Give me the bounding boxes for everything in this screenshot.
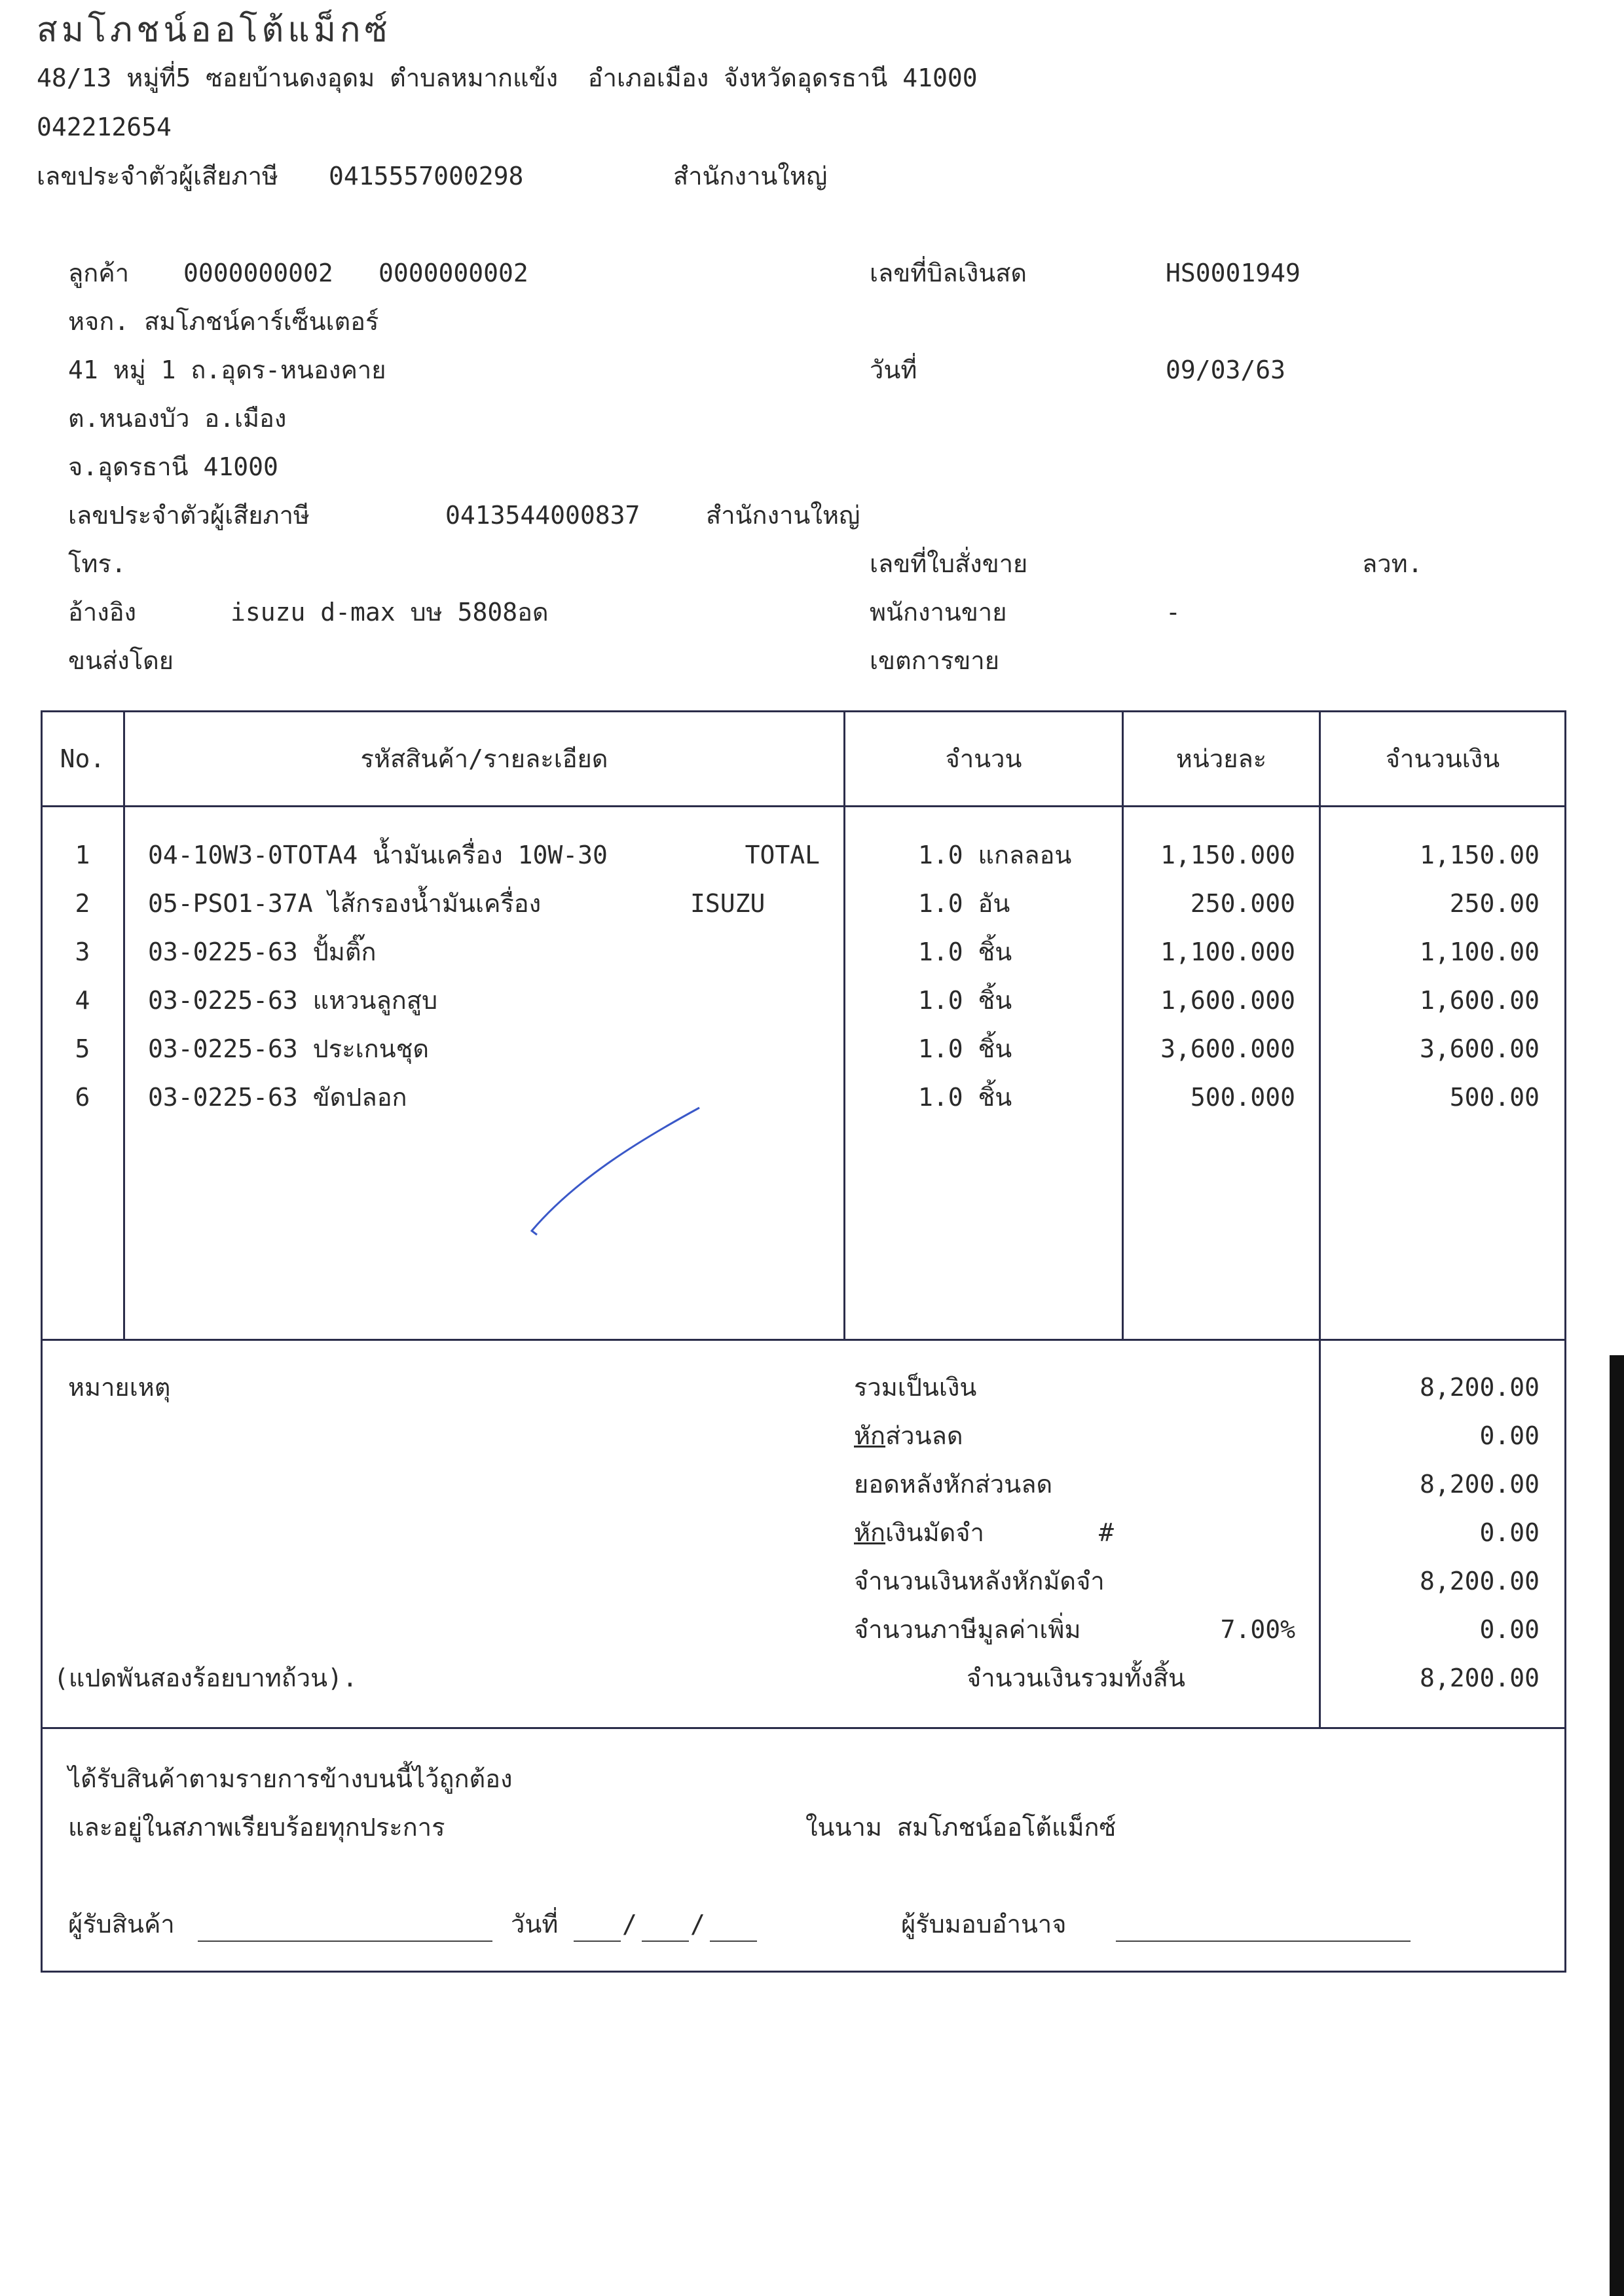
after-deposit-label: จำนวนเงินหลังหักมัดจำ — [854, 1567, 1105, 1595]
row-description: 03-0225-63 ประเกนชุด — [148, 1034, 430, 1063]
row-amount: 3,600.00 — [1419, 1034, 1540, 1063]
row-unit-price: 250.000 — [1190, 889, 1295, 918]
row-amount: 1,150.00 — [1419, 841, 1540, 869]
company-address: 48/13 หมู่ที่5 ซอยบ้านดงอุดม ตำบลหมากแข้ง อำเภอเมือง จังหวัดอุดรธานี 41000 — [37, 64, 978, 92]
shipping-label: ขนส่งโดย — [68, 646, 174, 675]
header-amount: จำนวนเงิน — [1385, 744, 1500, 773]
company-tax-id: 0415557000298 — [329, 162, 524, 191]
invoice-date: 09/03/63 — [1166, 355, 1286, 384]
row-description: 05-PSO1-37A ไส้กรองน้ำมันเครื่อง — [148, 889, 542, 918]
deposit-text: เงินมัดจำ — [885, 1518, 984, 1547]
company-phone: 042212654 — [37, 113, 172, 141]
customer-tax-id: 0413544000837 — [445, 501, 640, 530]
header-no: No. — [60, 744, 105, 773]
salesperson-label: พนักงานขาย — [870, 598, 1007, 627]
row-description: 03-0225-63 แหวนลูกสูบ — [148, 986, 438, 1015]
receiver-signature-line — [198, 1941, 492, 1942]
sales-order-extra: ลวท. — [1362, 549, 1423, 578]
amount-in-words: (แปดพันสองร้อยบาทถ้วน). — [54, 1664, 358, 1692]
receiver-label: ผู้รับสินค้า — [68, 1910, 175, 1939]
company-tax-label: เลขประจำตัวผู้เสียภาษี — [37, 162, 278, 191]
discount-text: ส่วนลด — [885, 1421, 963, 1450]
pen-mark — [517, 1100, 707, 1244]
received-line-1: ได้รับสินค้าตามรายการข้างบนนี้ไว้ถูกต้อง — [68, 1764, 513, 1793]
after-discount-value: 8,200.00 — [1419, 1470, 1540, 1499]
row-number: 5 — [75, 1034, 90, 1063]
bill-number-label: เลขที่บิลเงินสด — [870, 259, 1027, 287]
row-description: 04-10W3-0TOTA4 น้ำมันเครื่อง 10W-30 — [148, 841, 608, 869]
row-amount: 500.00 — [1449, 1083, 1540, 1112]
customer-label: ลูกค้า — [68, 259, 130, 287]
row-unit-price: 3,600.000 — [1160, 1034, 1295, 1063]
sales-order-label: เลขที่ใบสั่งขาย — [870, 549, 1028, 578]
subtotal-label: รวมเป็นเงิน — [854, 1373, 977, 1402]
customer-branch: สำนักงานใหญ่ — [706, 501, 860, 530]
row-description: 03-0225-63 ปั้มติ๊ก — [148, 938, 377, 966]
row-amount: 250.00 — [1449, 889, 1540, 918]
row-unit-price: 1,100.000 — [1160, 938, 1295, 966]
vat-rate: 7.00% — [1220, 1615, 1295, 1644]
on-behalf-text: ในนาม สมโภชน์ออโต้แม็กซ์ — [805, 1813, 1116, 1842]
row-description: 03-0225-63 ขัดปลอก — [148, 1083, 407, 1112]
company-name: สมโภชน์ออโต้แม็กซ์ — [37, 10, 392, 50]
row-number: 2 — [75, 889, 90, 918]
reference-value: isuzu d-max บษ 5808อด — [231, 598, 549, 627]
reference-label: อ้างอิง — [68, 598, 137, 627]
discount-value: 0.00 — [1479, 1421, 1540, 1450]
remark-label: หมายเหตุ — [68, 1373, 171, 1402]
customer-phone-label: โทร. — [68, 549, 126, 578]
row-unit-price: 1,150.000 — [1160, 841, 1295, 869]
salesperson-value: - — [1166, 598, 1181, 627]
row-number: 3 — [75, 938, 90, 966]
sales-area-label: เขตการขาย — [870, 646, 999, 675]
invoice-page: สมโภชน์ออโต้แม็กซ์ 48/13 หมู่ที่5 ซอยบ้านดงอุดม ตำบลหมากแข้ง อำเภอเมือง จังหวัดอุดรธานี 41000 042212654 เลขประจำตัวผู้เสียภาษี 0415557000298 สำนักงานใหญ่ ลูกค้า 0000000002 0000000002 หจก. สมโภชน์คาร์เซ็นเตอร์ 41 หมู่ 1 ถ.อุดร-หนองคาย ต.หนองบัว อ.เมือง จ.อุดรธานี 41000 เลขประจำตัวผู้เสียภาษี 0413544000837 สำนักงานใหญ่ โทร. อ้างอิง isuzu d-max บษ 5808อด ขนส่งโดย เลขที่บิลเงินสด HS0001949 วันที่ 09/03/63 เลขที่ใบสั่งขาย ลวท. พนักงานขาย - เขตการขาย No. รหัสสินค้า/รายละเอียด จำนวน หน่วยละ จำนวนเงิน 1 04-10W3-0TOTA4 น้ำมันเครื่อง 10W-30 TOTAL 1.0 แกลลอน 1,150.000 1,150.00 2 05-PSO1-37A ไส้กรองน้ำมันเครื่อง ISUZU 1.0 อัน 250.000 250.00 3 03-0225-63 ปั้มติ๊ก 1.0 ชิ้น 1,100.000 1,100.00 4 03-0225-63 แหวนลูกสูบ 1.0 ชิ้น 1,600.000 1,600.00 5 03-0225-63 ประเกนชุด 1.0 ชิ้น 3,600.000 3,600.00 6 03-0225-63 ขัดปลอก 1.0 ชิ้น 500.000 500.00 หมายเหตุ รวมเป็นเงิน 8,200.00 หักส่วนลด 0.00 ยอดหลังหักส่วนลด 8,200.00 หักเงินมัดจำ # 0.00 จำนวนเงินหลังหักมัดจำ 8,200.00 จำนวนภาษีมูลค่าเพิ่ม 7.00% 0.00 (แปดพันสองร้อยบาทถ้วน). จำนวนเงินรวมทั้งสิ้น 8,200.00 ได้รับสินค้าตามรายการข้างบนนี้ไว้ถูกต้อง และอยู่ในสภาพเรียบร้อยทุกประการ ในนาม สมโภชน์ออโต้แม็กซ์ ผู้รับสินค้า วันที่ / / ผู้รับมอบอำนาจ — [0, 0, 1624, 2296]
grand-total-value: 8,200.00 — [1419, 1664, 1540, 1692]
date-label: วันที่ — [870, 355, 917, 384]
customer-address-2: ต.หนองบัว อ.เมือง — [68, 404, 287, 433]
vat-value: 0.00 — [1479, 1615, 1540, 1644]
row-brand: TOTAL — [745, 841, 820, 869]
deposit-prefix: หัก — [854, 1518, 886, 1547]
row-quantity: 1.0 ชิ้น — [918, 986, 1012, 1015]
row-quantity: 1.0 แกลลอน — [918, 841, 1072, 869]
deposit-value: 0.00 — [1479, 1518, 1540, 1547]
deposit-mark: # — [1099, 1518, 1114, 1547]
customer-name: หจก. สมโภชน์คาร์เซ็นเตอร์ — [68, 307, 379, 336]
customer-code-2: 0000000002 — [378, 259, 528, 287]
after-discount-label: ยอดหลังหักส่วนลด — [854, 1470, 1053, 1499]
authorized-signature-line — [1116, 1941, 1411, 1942]
row-quantity: 1.0 ชิ้น — [918, 1034, 1012, 1063]
company-branch: สำนักงานใหญ่ — [673, 162, 828, 191]
row-number: 1 — [75, 841, 90, 869]
row-amount: 1,600.00 — [1419, 986, 1540, 1015]
row-unit-price: 1,600.000 — [1160, 986, 1295, 1015]
customer-address-1: 41 หมู่ 1 ถ.อุดร-หนองคาย — [68, 355, 386, 384]
row-brand: ISUZU — [690, 889, 766, 918]
header-unit-price: หน่วยละ — [1175, 744, 1267, 773]
discount-prefix: หัก — [854, 1421, 886, 1450]
grand-total-label: จำนวนเงินรวมทั้งสิ้น — [967, 1664, 1185, 1692]
discount-label — [854, 1423, 963, 1448]
scan-edge — [1610, 1355, 1624, 2296]
row-amount: 1,100.00 — [1419, 938, 1540, 966]
row-quantity: 1.0 ชิ้น — [918, 1083, 1012, 1112]
deposit-label — [854, 1520, 984, 1545]
customer-tax-label: เลขประจำตัวผู้เสียภาษี — [68, 501, 310, 530]
header-quantity: จำนวน — [945, 744, 1022, 773]
subtotal-value: 8,200.00 — [1419, 1373, 1540, 1402]
row-quantity: 1.0 อัน — [918, 889, 1010, 918]
bill-number: HS0001949 — [1166, 259, 1301, 287]
row-quantity: 1.0 ชิ้น — [918, 938, 1012, 966]
row-number: 6 — [75, 1083, 90, 1112]
row-unit-price: 500.000 — [1190, 1083, 1295, 1112]
authorized-label: ผู้รับมอบอำนาจ — [901, 1910, 1067, 1939]
header-description: รหัสสินค้า/รายละเอียด — [360, 744, 608, 773]
vat-label: จำนวนภาษีมูลค่าเพิ่ม — [854, 1615, 1081, 1644]
customer-code-1: 0000000002 — [183, 259, 333, 287]
customer-address-3: จ.อุดรธานี 41000 — [68, 452, 278, 481]
received-line-2: และอยู่ในสภาพเรียบร้อยทุกประการ — [68, 1813, 445, 1842]
receive-date-label: วันที่ — [511, 1910, 559, 1939]
after-deposit-value: 8,200.00 — [1419, 1567, 1540, 1595]
row-number: 4 — [75, 986, 90, 1015]
